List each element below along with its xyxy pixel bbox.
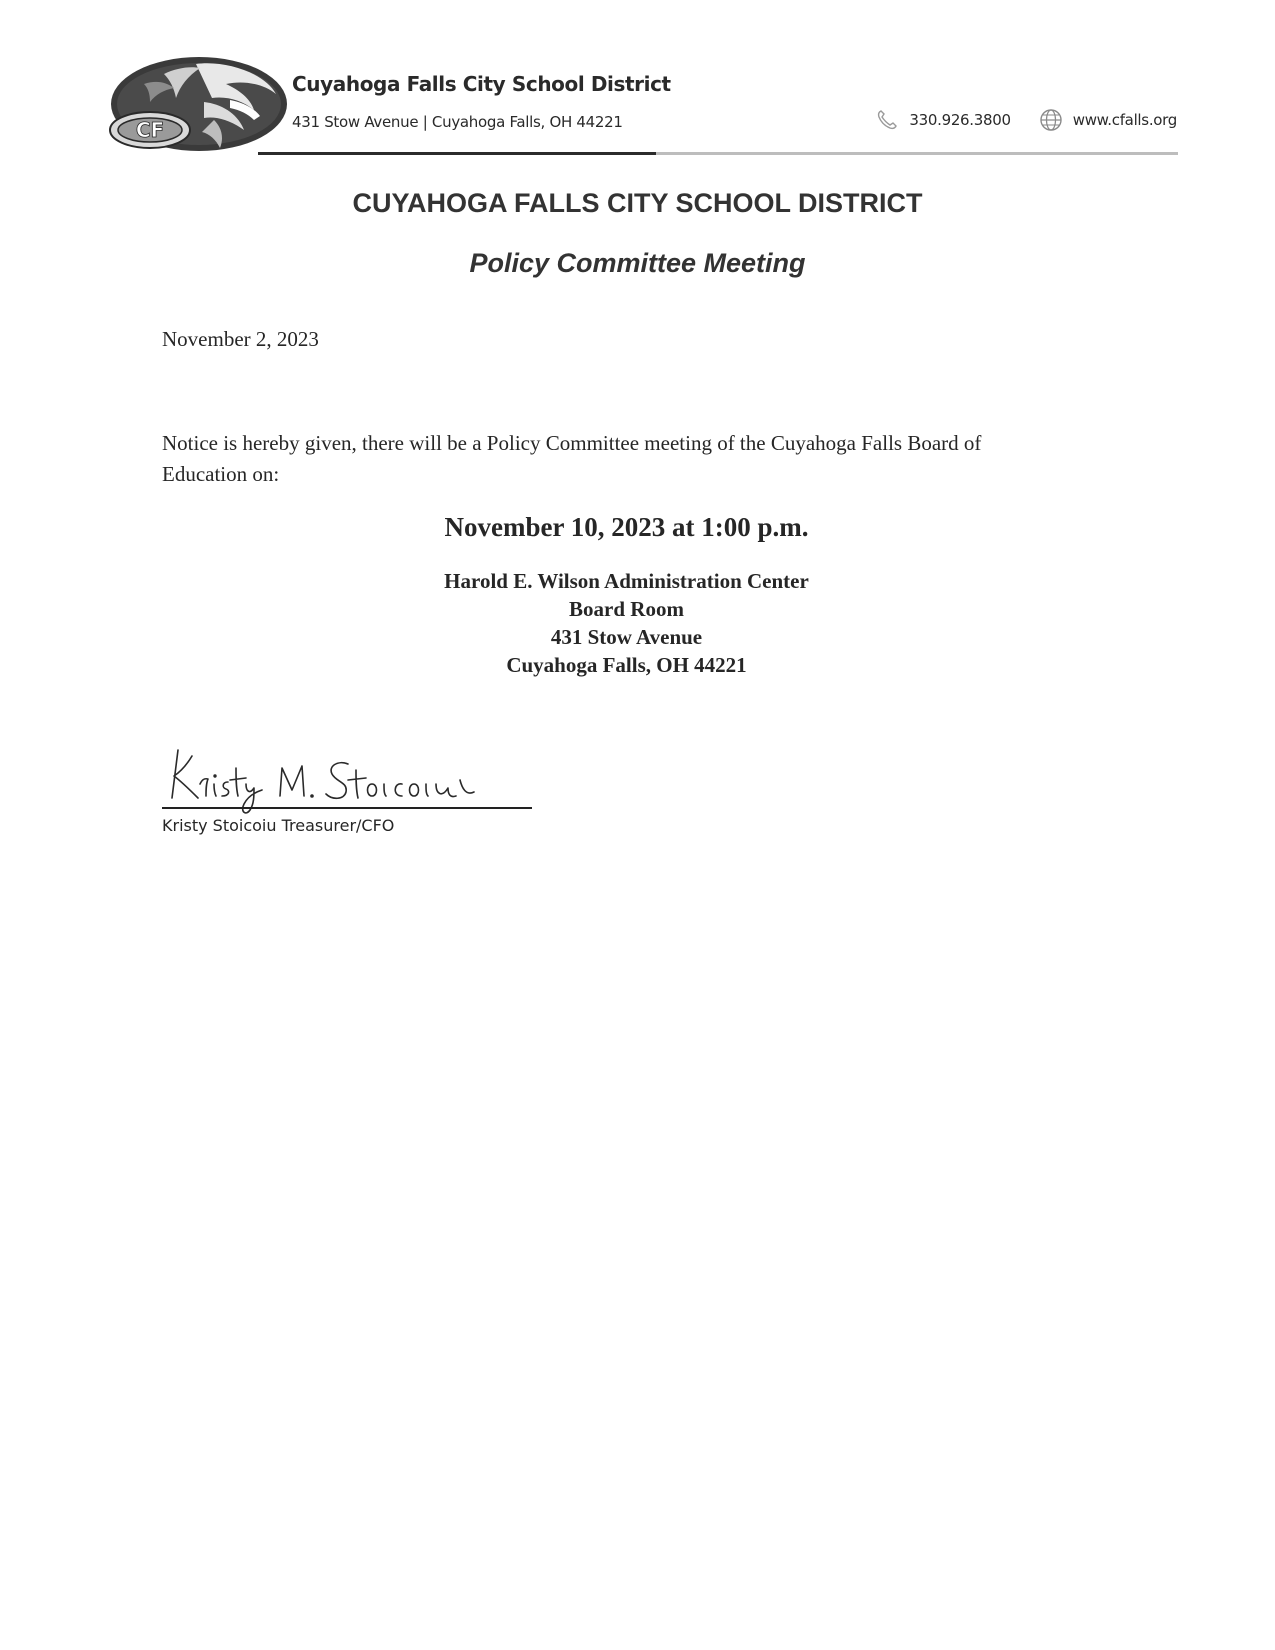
letterhead-rule-dark [258,152,656,155]
phone-number: 330.926.3800 [909,111,1011,129]
contact-info [875,108,1177,132]
meeting-title: Policy Committee Meeting [469,248,806,278]
meeting-datetime: November 10, 2023 at 1:00 p.m. [444,512,809,542]
location-line: 431 Stow Avenue [550,625,703,649]
notice-paragraph: Notice is hereby given, there will be a Policy Committee meeting of the Cuyahoga Falls Board of Education on: [162,431,982,486]
globe-icon [1039,108,1063,132]
location-line: Harold E. Wilson Administration Center [444,569,809,593]
signature-line [162,807,532,809]
meeting-location [0,567,1253,679]
tiger-logo-icon [104,54,288,158]
handwritten-signature [162,738,502,818]
notice-date: November 2, 2023 [162,327,319,351]
signature-caption: Kristy Stoicoiu Treasurer/CFO [162,816,395,835]
district-name: Cuyahoga Falls City School District [292,72,671,96]
district-title: CUYAHOGA FALLS CITY SCHOOL DISTRICT [352,188,923,218]
district-address: 431 Stow Avenue | Cuyahoga Falls, OH 44221 [292,113,623,131]
svg-text:CF: CF [135,118,165,142]
location-line: Board Room [569,597,684,621]
website-link[interactable]: www.cfalls.org [1072,111,1177,129]
phone-icon [875,108,899,132]
location-line: Cuyahoga Falls, OH 44221 [506,653,747,677]
letterhead-rule-light [656,152,1178,155]
